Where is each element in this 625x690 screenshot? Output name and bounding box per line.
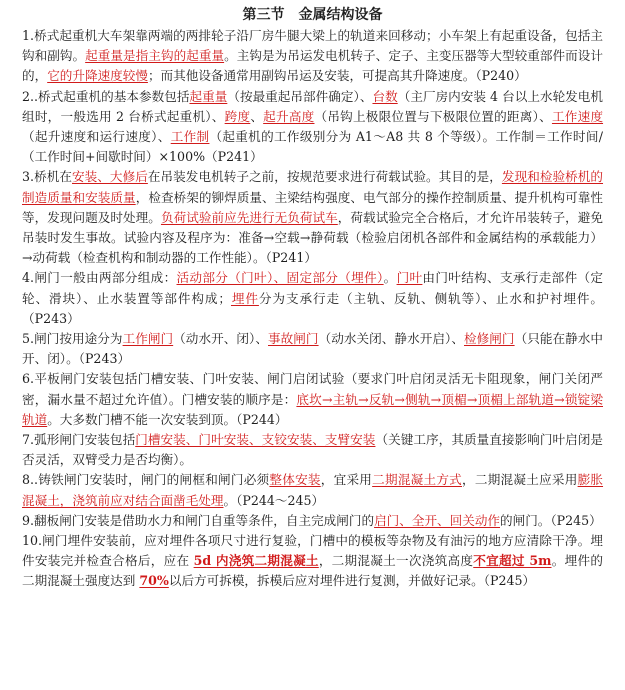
- paragraph-1: [22, 26, 603, 87]
- paragraph-2: [22, 87, 603, 168]
- highlighted-key-point: 跨度: [224, 108, 251, 124]
- paragraph-text: 的闸门。（P245）: [500, 512, 602, 528]
- paragraph-8: [22, 470, 603, 510]
- paragraph-text: （只能在静水中开、闭）。（P243）: [22, 331, 604, 367]
- highlighted-key-point: 负荷试验前应先进行无负荷试车: [160, 209, 338, 225]
- paragraph-text: ，二期混凝土应采用: [462, 472, 578, 488]
- paragraph-text: 由门叶结构、支承行走部件（定轮、滑块）、止水装置等部件构成；: [22, 270, 604, 306]
- paragraph-text: 7.弧形闸门安装包括: [22, 432, 136, 448]
- paragraph-text: 。主钩是为吊运发电机转子、定子、主变压器等大型较重部件而设计的，: [22, 48, 604, 84]
- highlighted-key-point: 台数: [372, 88, 398, 104]
- highlighted-key-point: 事故闸门: [268, 331, 319, 347]
- highlighted-key-point: 起升高度: [263, 108, 315, 124]
- paragraph-text: 1.桥式起重机大车架靠两端的两排轮子沿厂房牛腿大梁上的轨道来回移动；小车架上有起重设备，包括主钩和副钩。: [22, 28, 603, 64]
- paragraph-text: ，宜采用: [320, 472, 373, 488]
- paragraph-text: 。: [383, 270, 397, 286]
- paragraph-text: ，二期混凝土一次浇筑高度: [318, 553, 474, 569]
- paragraph-text: 在吊装发电机转子之前，按规范要求进行荷载试验。其目的是，: [147, 169, 502, 185]
- paragraph-text: （起升速度和运行速度）、: [22, 129, 171, 145]
- paragraph-text: （按最重起吊部件确定）、: [227, 88, 373, 104]
- highlighted-key-point: 检修闸门: [464, 331, 515, 347]
- highlighted-key-point: 门槽安装、门叶安装、支铰安装、支臂安装: [135, 432, 376, 448]
- paragraph-text: 6.平板闸门安装包括门槽安装、门叶安装、闸门启闭试验（要求门叶启闭灵活无卡阻现象，闸门关闭严密，漏水量不超过允许值）。门槽安装的顺序是：: [22, 371, 603, 407]
- highlighted-key-point: 膨胀混凝土，浇筑前应对结合面凿毛处理: [22, 472, 604, 508]
- highlighted-key-point: 启门、全开、回关动作: [374, 512, 500, 528]
- paragraph-7: [22, 430, 603, 470]
- paragraph-text: 分为支承行走（主轨、反轨、侧轨等）、止水和护衬埋件。（P243）: [22, 290, 604, 326]
- highlighted-key-point: 它的升降速度较慢: [47, 68, 148, 84]
- paragraph-6: [22, 369, 603, 430]
- section-title: 第三节 金属结构设备: [242, 7, 383, 23]
- highlighted-key-point: 工作速度: [551, 108, 604, 124]
- paragraph-text: （主厂房内安装 4 台以上水轮发电机组时，一般选用 2 台桥式起重机）、: [22, 88, 604, 124]
- highlighted-key-point: 安装、大修后: [72, 169, 148, 185]
- paragraph-text: 4.闸门一般由两部分组成：: [22, 270, 177, 286]
- paragraph-4: [22, 268, 603, 329]
- paragraph-text: 以后方可拆模，拆模后应对埋件进行复测，并做好记录。（P245）: [168, 573, 536, 589]
- highlighted-key-point: 不宜超过 5m: [473, 553, 552, 569]
- paragraph-10: [22, 531, 603, 592]
- paragraph-text: ，检查桥架的铆焊质量、主梁结构强度、电气部分的操作控制质量、提升机构可靠性等，发现问题及时处理。: [22, 189, 604, 225]
- paragraph-text: （起重机的工作级别分为 A1～A8 共 8 个等级）。工作制＝工作时间/（工作时间+间歇时间）×100%（P241）: [22, 129, 604, 165]
- paragraph-3: [22, 167, 603, 268]
- paragraph-text: 。大多数门槽不能一次安装到顶。（P244）: [47, 411, 288, 427]
- paragraph-text: 5.闸门按用途分为: [22, 331, 123, 347]
- paragraph-text: 9.翻板闸门安装是借助水力和闸门自重等条件，自主完成闸门的: [22, 512, 375, 528]
- paragraph-text: 8..铸铁闸门安装时，闸门的闸框和闸门必须: [22, 472, 270, 488]
- highlighted-key-point: 工作制: [170, 129, 210, 145]
- paragraph-text: 3.桥机在: [22, 169, 72, 185]
- highlighted-key-point: 发现和检验桥机的制造质量和安装质量: [22, 169, 604, 205]
- paragraph-text: （吊钩上极限位置与下极限位置的距离）、: [314, 108, 552, 124]
- highlighted-key-point: 5d 内浇筑二期混凝土: [193, 553, 319, 569]
- paragraph-text: 。埋件的二期混凝土强度达到: [22, 553, 603, 589]
- highlighted-key-point: 二期混凝土方式: [372, 472, 463, 488]
- highlighted-key-point: 工作闸门: [122, 331, 174, 347]
- paragraph-text: ，荷载试验完全合格后，才允许吊装转子，避免吊装时发生事故。试验内容及程序为：准备→空载→静荷载（检验启闭机各部件和金属结构的承载能力）→动荷载（检查机构和制动器的工作性能）。（P241）: [22, 209, 604, 266]
- paragraph-text: 、: [250, 108, 264, 124]
- paragraph-5: [22, 329, 603, 369]
- highlighted-key-point: 整体安装: [269, 472, 321, 488]
- highlighted-key-point: 门叶: [396, 270, 423, 286]
- paragraph-text: 2..桥式起重机的基本参数包括: [22, 88, 190, 104]
- paragraph-text: 10.闸门埋件安装前，应对埋件各项尺寸进行复验，门槽中的模板等杂物及有油污的地方应清除干净。埋件安装完并检查合格后，应在: [22, 533, 603, 569]
- paragraph-text: （动水开、闭）、: [173, 331, 268, 347]
- paragraph-text: （关键工序，其质量直接影响门叶启闭是否灵活，双臂受力是否均衡）。: [22, 432, 603, 468]
- highlighted-key-point: 底坎→主轨→反轨→侧轨→顶楣→顶楣上部轨道→锁锭梁轨道: [22, 391, 603, 427]
- document-body: [22, 26, 603, 592]
- paragraph-9: [22, 511, 603, 531]
- highlighted-key-point: 起重量是指主钩的起重量: [85, 48, 225, 64]
- highlighted-key-point: 活动部分（门叶）、固定部分（埋件）: [176, 270, 384, 286]
- paragraph-text: （动水关闭、静水开启）、: [318, 331, 464, 347]
- paragraph-text: ；而其他设备通常用副钩吊运及安装，可提高其升降速度。（P240）: [147, 68, 527, 84]
- paragraph-text: 。（P244～245）: [223, 492, 325, 508]
- highlighted-key-point: 起重量: [189, 88, 228, 104]
- highlighted-key-point: 埋件: [230, 290, 259, 306]
- highlighted-key-point: 70%: [139, 573, 169, 589]
